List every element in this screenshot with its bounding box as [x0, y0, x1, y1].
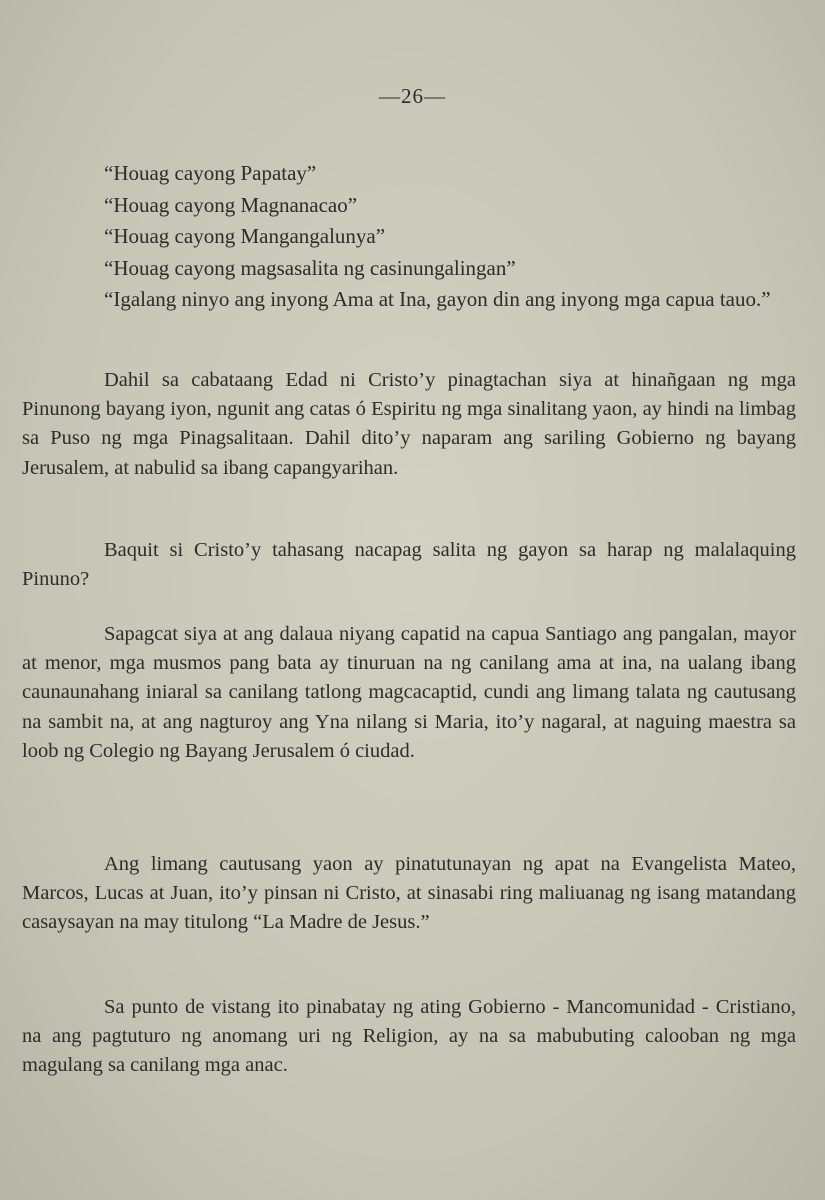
paragraph: Baquit si Cristo’y tahasang nacapag salita ng gayon sa harap ng malalaquing Pinuno? — [22, 539, 796, 591]
commandment-line: “Houag cayong Mangangalunya” — [104, 224, 386, 248]
paragraph: Ang limang cautusang yaon ay pinatutunayan ng apat na Evangelista Mateo, Marcos, Lucas at Juan, ito’y pinsan ni Cristo, at sinasabi ring maliuanag ng isang matandang casaysayan na may titulong “La Madre de Jesus.” — [22, 853, 796, 934]
commandment-line: “Houag cayong Magnanacao” — [104, 192, 358, 217]
paragraph: Sapagcat siya at ang dalaua niyang capatid na capua Santiago ang pangalan, mayor at menor, mga musmos pang bata ay tinuruan na ng canilang ama at ina, na ualang ibang caunaunahang iniaral sa canilang tatlong magcacaptid, cundi ang limang talata ng cautusang na sambit na, at ang nagturoy ang Yna nilang si Maria, ito’y nagaral, at naguing maestra sa loob ng Colegio ng Bayang Jerusalem ó ciudad. — [22, 623, 796, 762]
commandment-line: “Houag cayong magsasalita ng casinungalingan” — [104, 255, 516, 280]
paragraph: Sa punto de vistang ito pinabatay ng ating Gobierno - Mancomunidad - Cristiano, na ang pagtuturo ng anomang uri ng Religion, ay na sa mabubuting calooban ng mga magulang sa canilang mga anac. — [22, 996, 796, 1077]
commandments-list — [104, 158, 798, 316]
commandment-line: “Houag cayong Papatay” — [104, 161, 317, 185]
paragraph: Dahil sa cabataang Edad ni Cristo’y pinagtachan siya at hinañgaan ng mga Pinunong bayang iyon, ngunit ang catas ó Espiritu ng mga sinalitang yaon, ay hindi na limbag sa Puso ng mga Pinagsalitaan. Dahil dito’y naparam ang sariling Gobierno ng bayang Jerusalem, at nabulid sa ibang capangyarihan. — [22, 369, 796, 479]
commandment-line: “Igalang ninyo ang inyong Ama at Ina, gayon din ang inyong mga capua tauo.” — [104, 287, 771, 311]
page-number: —26— — [379, 84, 446, 108]
